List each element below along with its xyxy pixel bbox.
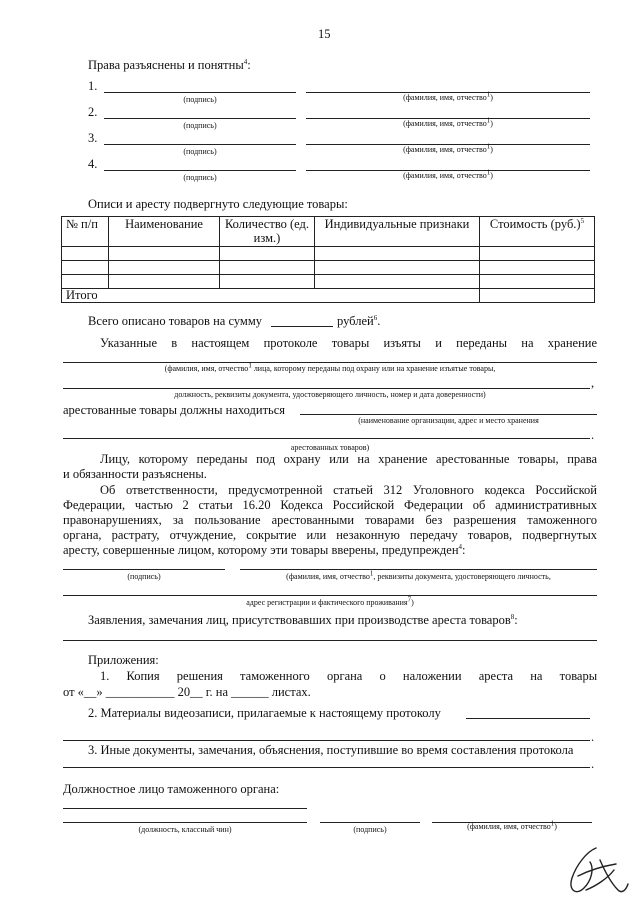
arrest-location-line xyxy=(300,414,597,415)
attachment-3-line xyxy=(63,767,590,768)
comma: , xyxy=(591,376,595,390)
table-row xyxy=(62,247,595,261)
signature-line xyxy=(104,170,296,171)
dot: . xyxy=(591,757,595,771)
custodian-line-2 xyxy=(63,388,590,389)
name-caption: (фамилия, имя, отчество$^1$) xyxy=(403,168,493,180)
table-row xyxy=(62,275,595,289)
handwritten-signature xyxy=(556,840,634,900)
responsibility-p2-line: органа, растрату, отчуждение, сокрытие или незаконную передачу товаров, подвергнутых xyxy=(63,528,597,542)
attachment-2-line xyxy=(466,718,590,719)
signature-line xyxy=(104,92,296,93)
total-sum-line xyxy=(271,326,333,327)
arrest-location-caption-2: арестованных товаров) xyxy=(290,443,370,452)
responsibility-p1-line1: Лицу, которому переданы под охрану или на хранение арестованные товары, права xyxy=(100,452,597,466)
official-position-line xyxy=(63,808,307,809)
signature-caption: (подпись) xyxy=(183,95,217,104)
warned-address-line xyxy=(63,595,597,596)
arrest-location-caption: (наименование организации, адрес и место хранения xyxy=(358,416,539,425)
official-title: Должностное лицо таможенного органа: xyxy=(63,782,280,796)
row-number: 3. xyxy=(88,131,98,145)
attachment-3: 3. Иные документы, замечания, объяснения, поступившие во время составления протокола xyxy=(88,743,574,757)
official-signature-caption: (подпись) xyxy=(353,825,387,834)
signature-caption: (подпись) xyxy=(183,173,217,182)
signature-line xyxy=(104,144,296,145)
table-total-row xyxy=(62,289,595,303)
warned-signature-caption: (подпись) xyxy=(127,572,161,581)
total-label: Итого xyxy=(62,289,480,303)
header-cost: Стоимость $(руб.)^5$ xyxy=(480,217,595,247)
row-number: 1. xyxy=(88,79,98,93)
goods-table xyxy=(61,216,595,303)
custodian-line xyxy=(63,362,597,363)
header-features: Индивидуальные признаки xyxy=(315,217,480,247)
custodian-caption-2: должность, реквизиты документа, удостоверяющего личность, номер и дата доверенности) xyxy=(174,390,486,399)
row-number: 4. xyxy=(88,157,98,171)
warned-name-caption: (фамилия, имя, отчество$^1$, реквизиты документа, удостоверяющего личность, xyxy=(286,569,551,581)
header-name: Наименование xyxy=(109,217,220,247)
attachment-1: 1. Копия решения таможенного органа о наложении ареста на товары xyxy=(100,669,598,683)
name-caption: (фамилия, имя, отчество$^1$) xyxy=(403,142,493,154)
responsibility-p2-line: правонарушениях, за пользование арестованными товарами без разрешения таможенного xyxy=(63,513,597,527)
responsibility-p2-line: Федерации, частью 2 статьи 16.20 Кодекса Российской Федерации об административных xyxy=(63,498,597,512)
statements-line xyxy=(63,640,597,641)
attachments-title: Приложения: xyxy=(88,653,159,667)
warned-signature-line xyxy=(63,569,225,570)
official-name-caption: (фамилия, имя, отчество$^1$) xyxy=(467,819,557,831)
name-caption: (фамилия, имя, отчество$^1$) xyxy=(403,90,493,102)
storage-sentence: Указанные в настоящем протоколе товары изъяты и переданы на хранение xyxy=(100,336,598,350)
header-number: № п/п xyxy=(62,217,109,247)
official-position-caption: (должность, классный чин) xyxy=(138,825,232,834)
goods-intro: Описи и аресту подвергнуто следующие товары: xyxy=(88,197,348,211)
dot: . xyxy=(591,428,595,442)
custodian-caption: (фамилия, имя, отчество$^1$ лица, которому переданы под охрану или на хранение изъятые товары, xyxy=(164,361,496,373)
total-sum-text-after: рублей$^6$. xyxy=(337,313,381,328)
rights-title: Права разъяснены и понятны$^4$: xyxy=(88,57,251,72)
dot: . xyxy=(591,730,595,744)
arrest-location-text: арестованные товары должны находиться xyxy=(63,403,286,417)
attachment-1-line2: от «__» ___________ 20__ г. на ______ листах. xyxy=(63,685,311,699)
responsibility-p2-last: аресту, совершенные лицом, которому эти товары вверены, предупрежден$^4$: xyxy=(63,542,466,557)
table-row xyxy=(62,261,595,275)
arrest-location-line-2 xyxy=(63,438,590,439)
warned-address-caption: адрес регистрации и фактического проживания$^7$) xyxy=(246,595,414,607)
page-number: 15 xyxy=(318,27,331,41)
responsibility-p2-line: Об ответственности, предусмотренной статьей 312 Уголовного кодекса Российской xyxy=(100,483,597,497)
signature-line xyxy=(104,118,296,119)
statements-text: Заявления, замечания лиц, присутствовавших при производстве ареста товаров$^8$: xyxy=(88,612,518,627)
responsibility-p1-line2: и обязанности разъяснены. xyxy=(63,467,207,481)
signature-caption: (подпись) xyxy=(183,147,217,156)
official-signature-line xyxy=(320,822,420,823)
attachment-2-line-2 xyxy=(63,740,590,741)
warned-name-line xyxy=(240,569,597,570)
header-quantity: Количество (ед. изм.) xyxy=(220,217,315,247)
official-position-line-2 xyxy=(63,822,307,823)
attachment-2: 2. Материалы видеозаписи, прилагаемые к настоящему протоколу xyxy=(88,706,441,720)
name-caption: (фамилия, имя, отчество$^1$) xyxy=(403,116,493,128)
row-number: 2. xyxy=(88,105,98,119)
total-sum-text-before: Всего описано товаров на сумму xyxy=(88,314,262,328)
signature-caption: (подпись) xyxy=(183,121,217,130)
table-header-row xyxy=(62,217,595,247)
